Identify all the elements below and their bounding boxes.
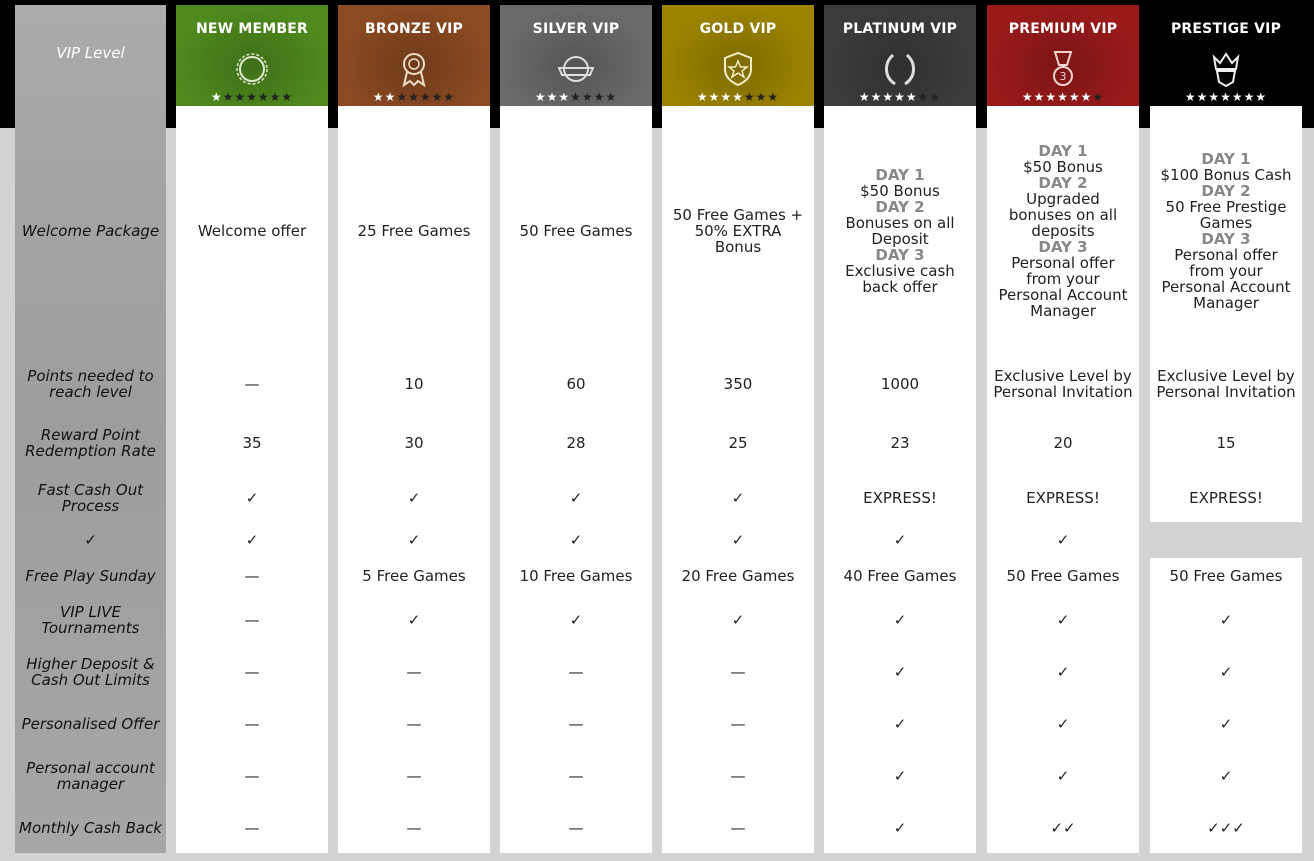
day-label: DAY 2 bbox=[875, 198, 925, 216]
vip-live-tournaments-value: ✓ bbox=[569, 611, 583, 629]
day-label: DAY 1 bbox=[875, 166, 925, 184]
monthly-cashback-cell bbox=[1150, 802, 1302, 853]
star-icon: ★ bbox=[1231, 90, 1244, 104]
personalised-offer-cell bbox=[987, 698, 1139, 750]
crown-shield-icon bbox=[1206, 49, 1246, 89]
welcome-package-cell bbox=[662, 106, 814, 356]
free-play-sunday-cell bbox=[662, 558, 814, 594]
row-label-fast-cashout: Fast Cash Out Process bbox=[37, 481, 144, 515]
star-icon: ★ bbox=[1255, 90, 1268, 104]
higher-limits-cell bbox=[338, 646, 490, 698]
vip-live-tournaments-value: ✓ bbox=[1056, 611, 1070, 629]
star-icon: ★ bbox=[858, 90, 871, 104]
vip-live-tournaments-cell bbox=[1150, 594, 1302, 646]
star-icon: ★ bbox=[732, 90, 744, 104]
redemption-rate-value: 28 bbox=[566, 434, 586, 452]
monthly-cashback-cell bbox=[338, 802, 490, 853]
welcome-text: Exclusive cash back offer bbox=[845, 262, 955, 296]
tier-header bbox=[824, 5, 976, 106]
bonus-extra-value: ✓ bbox=[407, 531, 421, 549]
free-play-sunday-cell bbox=[338, 558, 490, 594]
star-icon: ★ bbox=[743, 90, 756, 104]
banner-badge-icon bbox=[556, 49, 596, 89]
welcome-text: $100 Bonus Cash bbox=[1160, 166, 1292, 184]
points-needed-cell bbox=[662, 356, 814, 412]
monthly-cashback-value: ✓✓✓ bbox=[1207, 818, 1245, 837]
star-icon: ★ bbox=[1045, 90, 1058, 104]
redemption-rate-cell bbox=[662, 412, 814, 474]
star-icon: ★ bbox=[210, 90, 223, 104]
personalised-offer-value: — bbox=[730, 715, 746, 733]
higher-limits-value: ✓ bbox=[893, 663, 907, 681]
bonus-extra-cell bbox=[824, 522, 976, 558]
medal-icon bbox=[1043, 49, 1083, 89]
star-icon: ★ bbox=[1057, 90, 1069, 104]
tier-header bbox=[987, 5, 1139, 106]
redemption-rate-cell bbox=[500, 412, 652, 474]
higher-limits-cell bbox=[1150, 646, 1302, 698]
fast-cashout-value: ✓ bbox=[569, 489, 583, 507]
vip-live-tournaments-cell bbox=[824, 594, 976, 646]
welcome-text: Personal offer from your Personal Account Manager bbox=[998, 254, 1128, 320]
higher-limits-cell bbox=[987, 646, 1139, 698]
fast-cashout-cell bbox=[500, 474, 652, 522]
points-needed-cell bbox=[176, 356, 328, 412]
svg-text:3: 3 bbox=[1059, 70, 1067, 83]
free-play-sunday-cell bbox=[176, 558, 328, 594]
bonus-extra-value: ✓ bbox=[569, 531, 583, 549]
welcome-text: $50 Bonus bbox=[1023, 158, 1103, 176]
personalised-offer-value: ✓ bbox=[1056, 715, 1070, 733]
monthly-cashback-cell bbox=[824, 802, 976, 853]
account-manager-value: — bbox=[406, 767, 422, 785]
redemption-rate-cell bbox=[1150, 412, 1302, 474]
monthly-cashback-value: — bbox=[406, 818, 422, 837]
fast-cashout-cell bbox=[662, 474, 814, 522]
day-label: DAY 2 bbox=[1038, 174, 1088, 192]
higher-limits-value: ✓ bbox=[1219, 663, 1233, 681]
tier-header bbox=[1150, 5, 1302, 106]
fast-cashout-cell bbox=[987, 474, 1139, 522]
bonus-extra-value: ✓ bbox=[731, 531, 745, 549]
star-icon: ★ bbox=[396, 90, 409, 104]
free-play-sunday-cell bbox=[500, 558, 652, 594]
fast-cashout-value: ✓ bbox=[407, 489, 421, 507]
star-icon: ★ bbox=[870, 90, 883, 104]
row-label-monthly-cashback: Monthly Cash Back bbox=[19, 818, 162, 837]
bonus-extra-cell bbox=[987, 522, 1139, 558]
star-icon: ★ bbox=[1021, 90, 1034, 104]
personalised-offer-value: ✓ bbox=[893, 715, 907, 733]
star-icon: ★ bbox=[257, 90, 270, 104]
star-icon: ★ bbox=[882, 90, 895, 104]
redemption-rate-cell bbox=[338, 412, 490, 474]
account-manager-cell bbox=[662, 750, 814, 802]
fast-cashout-cell bbox=[1150, 474, 1302, 522]
star-icon: ★ bbox=[894, 90, 906, 104]
day-label: DAY 1 bbox=[1038, 142, 1088, 160]
points-needed-value: 350 bbox=[723, 375, 753, 393]
account-manager-value: ✓ bbox=[893, 767, 907, 785]
row-label-vip-level: VIP Level bbox=[56, 44, 125, 62]
row-label-personalised-offer: Personalised Offer bbox=[21, 715, 160, 733]
star-icon: ★ bbox=[246, 90, 258, 104]
tier-name: PLATINUM VIP bbox=[842, 21, 958, 37]
star-rating bbox=[176, 90, 328, 104]
redemption-rate-value: 30 bbox=[404, 434, 424, 452]
redemption-rate-value: 23 bbox=[890, 434, 910, 452]
row-label-account-manager: Personal account manager bbox=[26, 759, 155, 793]
higher-limits-cell bbox=[824, 646, 976, 698]
account-manager-cell bbox=[1150, 750, 1302, 802]
tier-header bbox=[662, 5, 814, 106]
star-icon: ★ bbox=[1184, 90, 1197, 104]
redemption-rate-cell bbox=[824, 412, 976, 474]
laurel-branches-icon bbox=[880, 49, 920, 89]
star-icon: ★ bbox=[408, 90, 420, 104]
points-needed-cell bbox=[987, 356, 1139, 412]
account-manager-value: — bbox=[244, 767, 260, 785]
tier-header bbox=[176, 5, 328, 106]
row-label-vip-live-tournaments: VIP LIVE Tournaments bbox=[41, 603, 140, 637]
star-icon: ★ bbox=[546, 90, 559, 104]
account-manager-cell bbox=[824, 750, 976, 802]
row-label-bonus-extra: ✓ bbox=[84, 531, 97, 549]
welcome-text: Personal offer from your Personal Account Manager bbox=[1161, 246, 1291, 312]
account-manager-cell bbox=[500, 750, 652, 802]
star-icon: ★ bbox=[281, 90, 294, 104]
tier-header bbox=[500, 5, 652, 106]
star-icon: ★ bbox=[558, 90, 571, 104]
welcome-text: 25 Free Games bbox=[357, 222, 471, 240]
points-needed-cell bbox=[824, 356, 976, 412]
welcome-text: 50 Free Games bbox=[519, 222, 633, 240]
fast-cashout-cell bbox=[338, 474, 490, 522]
star-icon: ★ bbox=[384, 90, 397, 104]
day-label: DAY 3 bbox=[1038, 238, 1088, 256]
row-label-points-needed: Points needed to reach level bbox=[27, 367, 154, 401]
welcome-text: 50 Free Prestige Games bbox=[1165, 198, 1287, 232]
higher-limits-value: — bbox=[244, 663, 260, 681]
row-label-redemption-rate: Reward Point Redemption Rate bbox=[25, 426, 156, 460]
welcome-package-cell bbox=[987, 106, 1139, 356]
higher-limits-cell bbox=[500, 646, 652, 698]
personalised-offer-value: — bbox=[568, 715, 584, 733]
personalised-offer-cell bbox=[338, 698, 490, 750]
star-icon: ★ bbox=[1033, 90, 1046, 104]
star-rating bbox=[662, 90, 814, 104]
star-icon: ★ bbox=[581, 90, 594, 104]
star-icon: ★ bbox=[443, 90, 456, 104]
star-icon: ★ bbox=[696, 90, 709, 104]
points-needed-value: 10 bbox=[404, 375, 424, 393]
personalised-offer-cell bbox=[1150, 698, 1302, 750]
star-icon: ★ bbox=[720, 90, 733, 104]
star-icon: ★ bbox=[222, 90, 235, 104]
row-label-free-play-sunday: Free Play Sunday bbox=[25, 567, 156, 585]
bonus-extra-cell bbox=[500, 522, 652, 558]
tier-name: SILVER VIP bbox=[532, 21, 620, 37]
account-manager-value: ✓ bbox=[1056, 767, 1070, 785]
free-play-sunday-cell bbox=[1150, 558, 1302, 594]
bonus-extra-value: ✓ bbox=[245, 531, 259, 549]
row-label-welcome-package: Welcome Package bbox=[21, 222, 160, 240]
vip-live-tournaments-cell bbox=[662, 594, 814, 646]
fast-cashout-value: ✓ bbox=[245, 489, 259, 507]
star-icon: ★ bbox=[372, 90, 385, 104]
personalised-offer-value: — bbox=[406, 715, 422, 733]
star-rating bbox=[500, 90, 652, 104]
tier-name: BRONZE VIP bbox=[365, 21, 463, 37]
higher-limits-value: — bbox=[568, 663, 584, 681]
monthly-cashback-value: ✓ bbox=[893, 818, 907, 837]
star-icon: ★ bbox=[431, 90, 444, 104]
welcome-package-cell bbox=[1150, 106, 1302, 356]
fast-cashout-value: EXPRESS! bbox=[1189, 489, 1263, 507]
star-rating bbox=[987, 90, 1139, 104]
star-icon: ★ bbox=[419, 90, 432, 104]
free-play-sunday-cell bbox=[824, 558, 976, 594]
points-needed-value: — bbox=[244, 375, 260, 393]
vip-live-tournaments-cell bbox=[500, 594, 652, 646]
personalised-offer-cell bbox=[176, 698, 328, 750]
welcome-text: 50 Free Games + 50% EXTRA Bonus bbox=[672, 206, 804, 256]
fast-cashout-cell bbox=[176, 474, 328, 522]
welcome-package-cell bbox=[824, 106, 976, 356]
redemption-rate-value: 25 bbox=[728, 434, 748, 452]
bonus-extra-cell bbox=[1150, 522, 1302, 558]
tier-header bbox=[338, 5, 490, 106]
personalised-offer-cell bbox=[824, 698, 976, 750]
tier-name: NEW MEMBER bbox=[195, 21, 309, 37]
account-manager-value: ✓ bbox=[1219, 767, 1233, 785]
monthly-cashback-cell bbox=[176, 802, 328, 853]
redemption-rate-value: 20 bbox=[1053, 434, 1073, 452]
star-icon: ★ bbox=[917, 90, 930, 104]
laurel-wreath-icon bbox=[232, 49, 272, 89]
higher-limits-cell bbox=[176, 646, 328, 698]
star-icon: ★ bbox=[593, 90, 606, 104]
star-icon: ★ bbox=[534, 90, 547, 104]
free-play-sunday-value: 10 Free Games bbox=[519, 567, 633, 585]
welcome-package-cell bbox=[338, 106, 490, 356]
star-rating bbox=[338, 90, 490, 104]
account-manager-cell bbox=[987, 750, 1139, 802]
redemption-rate-value: 35 bbox=[242, 434, 262, 452]
welcome-text: Bonuses on all Deposit bbox=[845, 214, 955, 248]
star-icon: ★ bbox=[929, 90, 942, 104]
fast-cashout-value: EXPRESS! bbox=[1026, 489, 1100, 507]
vip-live-tournaments-value: ✓ bbox=[893, 611, 907, 629]
monthly-cashback-value: ✓✓ bbox=[1050, 818, 1076, 837]
welcome-package-cell bbox=[500, 106, 652, 356]
welcome-text: Upgraded bonuses on all deposits bbox=[1008, 190, 1118, 240]
personalised-offer-cell bbox=[662, 698, 814, 750]
free-play-sunday-cell bbox=[987, 558, 1139, 594]
bonus-extra-cell bbox=[662, 522, 814, 558]
account-manager-value: — bbox=[730, 767, 746, 785]
star-icon: ★ bbox=[1196, 90, 1209, 104]
points-needed-value: Exclusive Level by Personal Invitation bbox=[1156, 367, 1296, 401]
star-icon: ★ bbox=[570, 90, 582, 104]
star-icon: ★ bbox=[1243, 90, 1256, 104]
tier-name: PRESTIGE VIP bbox=[1170, 21, 1282, 37]
star-rating bbox=[1150, 90, 1302, 104]
points-needed-cell bbox=[1150, 356, 1302, 412]
day-label: DAY 3 bbox=[1201, 230, 1251, 248]
row-label-higher-limits: Higher Deposit & Cash Out Limits bbox=[26, 655, 155, 689]
star-icon: ★ bbox=[269, 90, 282, 104]
tier-name: PREMIUM VIP bbox=[1008, 21, 1118, 37]
star-icon: ★ bbox=[755, 90, 768, 104]
higher-limits-value: — bbox=[730, 663, 746, 681]
monthly-cashback-cell bbox=[987, 802, 1139, 853]
account-manager-cell bbox=[176, 750, 328, 802]
vip-live-tournaments-value: — bbox=[244, 611, 260, 629]
welcome-text: Welcome offer bbox=[197, 222, 307, 240]
monthly-cashback-value: — bbox=[568, 818, 584, 837]
redemption-rate-cell bbox=[176, 412, 328, 474]
free-play-sunday-value: 5 Free Games bbox=[362, 567, 466, 585]
vip-live-tournaments-value: ✓ bbox=[407, 611, 421, 629]
free-play-sunday-value: 40 Free Games bbox=[843, 567, 957, 585]
fast-cashout-value: EXPRESS! bbox=[863, 489, 937, 507]
vip-live-tournaments-cell bbox=[987, 594, 1139, 646]
tier-name: GOLD VIP bbox=[699, 21, 777, 37]
points-needed-value: 1000 bbox=[880, 375, 920, 393]
star-icon: ★ bbox=[1068, 90, 1081, 104]
star-rating bbox=[824, 90, 976, 104]
higher-limits-value: — bbox=[406, 663, 422, 681]
star-icon: ★ bbox=[1092, 90, 1105, 104]
higher-limits-value: ✓ bbox=[1056, 663, 1070, 681]
vip-live-tournaments-value: ✓ bbox=[731, 611, 745, 629]
account-manager-value: — bbox=[568, 767, 584, 785]
redemption-rate-value: 15 bbox=[1216, 434, 1236, 452]
day-label: DAY 2 bbox=[1201, 182, 1251, 200]
bonus-extra-value: ✓ bbox=[1056, 531, 1070, 549]
star-icon: ★ bbox=[708, 90, 721, 104]
monthly-cashback-value: — bbox=[730, 818, 746, 837]
day-label: DAY 1 bbox=[1201, 150, 1251, 168]
fast-cashout-cell bbox=[824, 474, 976, 522]
bonus-extra-value: ✓ bbox=[893, 531, 907, 549]
points-needed-cell bbox=[500, 356, 652, 412]
star-icon: ★ bbox=[1208, 90, 1221, 104]
star-shield-icon bbox=[718, 49, 758, 89]
points-needed-value: Exclusive Level by Personal Invitation bbox=[993, 367, 1133, 401]
points-needed-value: 60 bbox=[566, 375, 586, 393]
welcome-package-cell bbox=[176, 106, 328, 356]
star-icon: ★ bbox=[1220, 90, 1232, 104]
free-play-sunday-value: 50 Free Games bbox=[1169, 567, 1283, 585]
free-play-sunday-value: — bbox=[244, 567, 260, 585]
vip-live-tournaments-cell bbox=[176, 594, 328, 646]
personalised-offer-value: ✓ bbox=[1219, 715, 1233, 733]
bonus-extra-cell bbox=[338, 522, 490, 558]
monthly-cashback-value: — bbox=[244, 818, 260, 837]
bonus-extra-cell bbox=[176, 522, 328, 558]
star-icon: ★ bbox=[605, 90, 618, 104]
personalised-offer-value: — bbox=[244, 715, 260, 733]
free-play-sunday-value: 20 Free Games bbox=[681, 567, 795, 585]
monthly-cashback-cell bbox=[500, 802, 652, 853]
day-label: DAY 3 bbox=[875, 246, 925, 264]
free-play-sunday-value: 50 Free Games bbox=[1006, 567, 1120, 585]
higher-limits-cell bbox=[662, 646, 814, 698]
vip-live-tournaments-cell bbox=[338, 594, 490, 646]
star-icon: ★ bbox=[905, 90, 918, 104]
monthly-cashback-cell bbox=[662, 802, 814, 853]
star-icon: ★ bbox=[1080, 90, 1093, 104]
star-icon: ★ bbox=[767, 90, 780, 104]
personalised-offer-cell bbox=[500, 698, 652, 750]
account-manager-cell bbox=[338, 750, 490, 802]
points-needed-cell bbox=[338, 356, 490, 412]
ribbon-medal-icon bbox=[394, 49, 434, 89]
fast-cashout-value: ✓ bbox=[731, 489, 745, 507]
welcome-text: $50 Bonus bbox=[860, 182, 940, 200]
star-icon: ★ bbox=[234, 90, 247, 104]
vip-live-tournaments-value: ✓ bbox=[1219, 611, 1233, 629]
redemption-rate-cell bbox=[987, 412, 1139, 474]
